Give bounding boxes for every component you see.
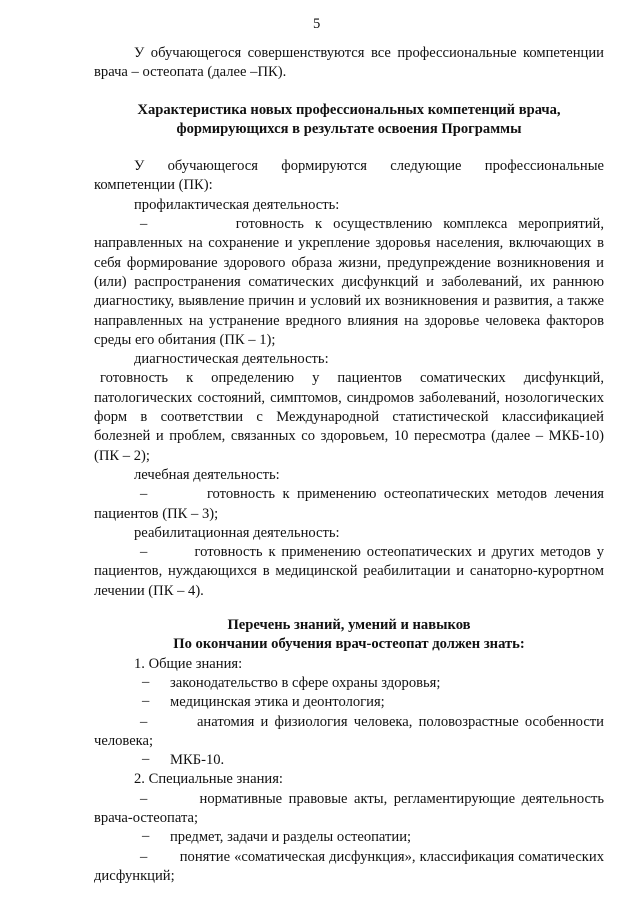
dash: – xyxy=(140,486,148,503)
activity-heading: диагностическая деятельность: xyxy=(134,351,329,368)
list-item xyxy=(94,828,604,847)
section1-title-line2: формирующихся в результате освоения Программы xyxy=(176,120,522,137)
dash: – xyxy=(142,673,150,690)
dash: – xyxy=(142,828,150,845)
intro-paragraph: У обучающегося совершенствуются все профессиональные компетенции врача – остеопата (далее –ПК). xyxy=(94,45,604,81)
section2-title-line1: Перечень знаний, умений и навыков xyxy=(227,617,471,634)
section2-title-line2: По окончании обучения врач-остеопат должен знать: xyxy=(173,636,525,653)
activity-text xyxy=(94,215,604,350)
section1-title-line1: Характеристика новых профессиональных компетенций врача, xyxy=(137,101,561,118)
list-item-text: МКБ-10. xyxy=(170,752,225,769)
dash: – xyxy=(142,751,150,768)
list-item-text: медицинская этика и деонтология; xyxy=(170,694,385,711)
activity-text xyxy=(94,543,604,601)
activity-text-body: готовность к применению остеопатических и других методов у пациентов, нуждающихся в медицинской реабилитации и санаторно-курортном лечении (ПК – 4). xyxy=(94,544,604,599)
dash: – xyxy=(140,216,148,233)
list-item xyxy=(94,713,604,752)
list-item-text: нормативные правовые акты, регламентирующие деятельность врача-остеопата; xyxy=(94,790,604,826)
activity-text: готовность к определению у пациентов соматических дисфункций, патологических состояний, симптомов, синдромов заболеваний, нозологических форм в соответствии с Международной статистической классификацией болезней и проблем, связанных со здоровьем, 10 пересмотра (далее – МКБ-10) (ПК – 2); xyxy=(94,370,604,464)
activity-heading: профилактическая деятельность: xyxy=(134,196,340,213)
dash: – xyxy=(142,693,150,710)
dash: – xyxy=(140,790,148,807)
list-item xyxy=(94,751,604,770)
group2-heading: 2. Специальные знания: xyxy=(134,771,283,788)
activity-text xyxy=(94,485,604,524)
list-item-text: законодательство в сфере охраны здоровья; xyxy=(170,674,441,691)
dash: – xyxy=(140,848,148,865)
dash: – xyxy=(140,713,148,730)
activity-text-body: готовность к применению остеопатических методов лечения пациентов (ПК – 3); xyxy=(94,486,604,522)
group1-heading: 1. Общие знания: xyxy=(134,655,243,672)
page-number: 5 xyxy=(313,16,321,32)
list-item xyxy=(94,674,604,693)
activity-heading: реабилитационная деятельность: xyxy=(134,524,340,541)
list-item xyxy=(94,848,604,887)
activity-text-body: готовность к осуществлению комплекса мероприятий, направленных на сохранение и укрепление здоровья населения, включающих в себя формирование здорового образа жизни, предупреждение возникновения и (или) распространения соматических дисфункций и заболеваний, их раннюю диагностику, выявление причин и условий их возникновения и развития, а также направленных на устранение вредного влияния на здоровье человека факторов среды его обитания (ПК – 1); xyxy=(94,216,604,348)
activity-heading: лечебная деятельность: xyxy=(134,466,280,483)
document-body xyxy=(94,44,604,886)
list-item-text: понятие «соматическая дисфункция», классификация соматических дисфункций; xyxy=(94,848,604,884)
list-item-text: предмет, задачи и разделы остеопатии; xyxy=(170,829,412,846)
dash: – xyxy=(140,544,148,561)
list-item-text: анатомия и физиология человека, половозрастные особенности человека; xyxy=(94,713,604,749)
list-item xyxy=(94,693,604,712)
section1-lead: У обучающегося формируются следующие профессиональные компетенции (ПК): xyxy=(94,158,604,194)
list-item xyxy=(94,790,604,829)
